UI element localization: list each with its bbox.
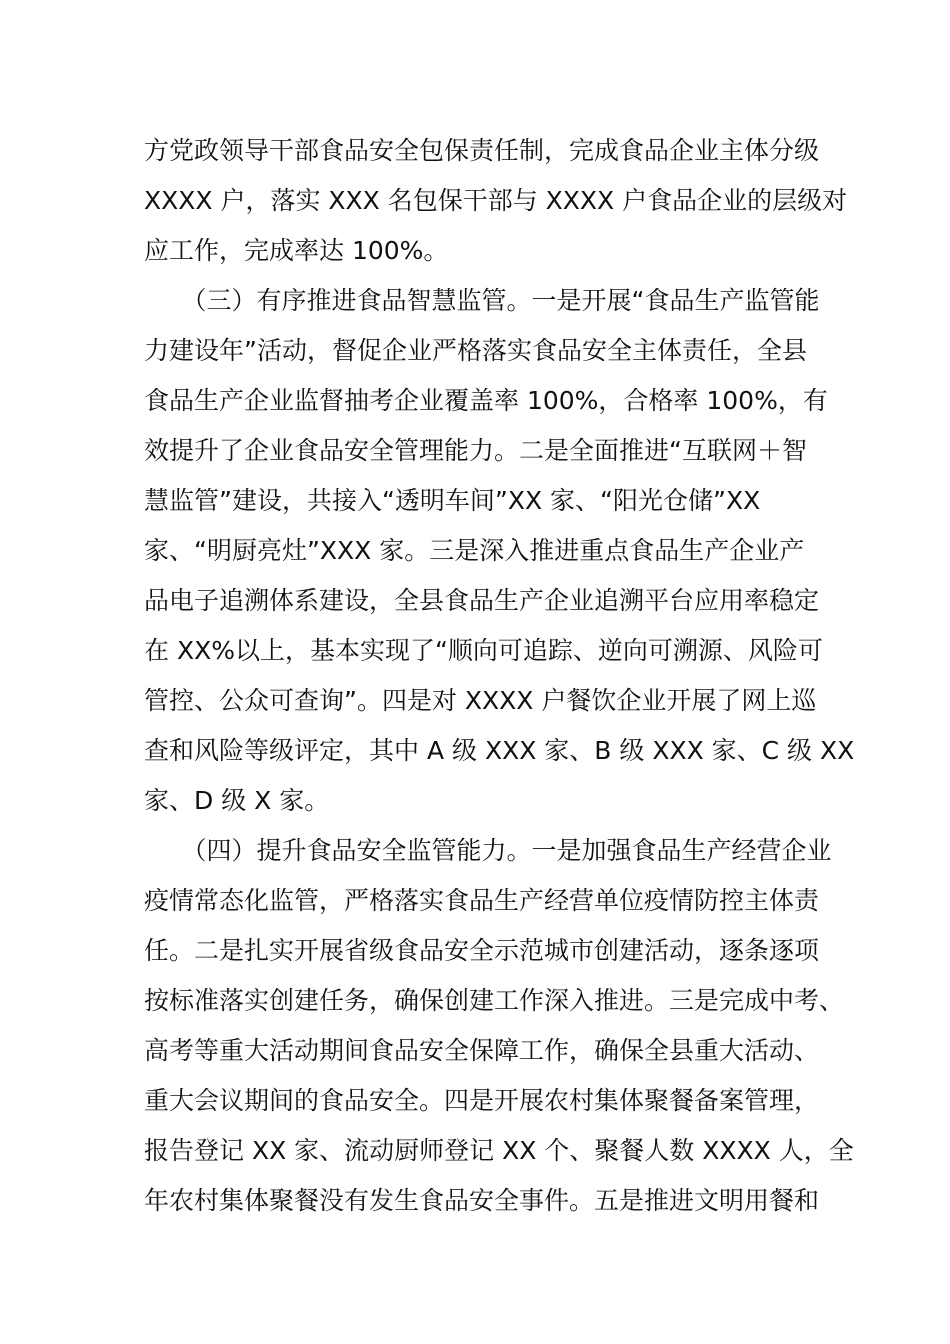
text-line: 报告登记 XX 家、流动厨师登记 XX 个、聚餐人数 XXXX 人，全 [144, 1136, 854, 1165]
text-line: 慧监管”建设，共接入“透明车间”XX 家、“阳光仓储”XX [144, 486, 761, 515]
body-text [144, 126, 855, 1226]
text-line: 力建设年”活动，督促企业严格落实食品安全主体责任，全县 [144, 336, 807, 365]
text-line: 家、“明厨亮灶”XXX 家。三是深入推进重点食品生产企业产 [144, 536, 805, 565]
text-line: 家、D 级 X 家。 [144, 786, 330, 815]
text-line: XXXX 户，落实 XXX 名包保干部与 XXXX 户食品企业的层级对 [144, 186, 848, 215]
text-line: 在 XX%以上，基本实现了“顺向可追踪、逆向可溯源、风险可 [144, 636, 823, 665]
text-line: 品电子追溯体系建设，全县食品生产企业追溯平台应用率稳定 [144, 586, 820, 615]
section-heading-line: （三）有序推进食品智慧监管。一是开展“食品生产监管能 [144, 286, 820, 315]
text-line: 疫情常态化监管，严格落实食品生产经营单位疫情防控主体责 [144, 886, 820, 915]
text-line: 查和风险等级评定，其中 A 级 XXX 家、B 级 XXX 家、C 级 XX [144, 736, 855, 765]
text-line: 效提升了企业食品安全管理能力。二是全面推进“互联网＋智 [144, 436, 807, 465]
text-line: 年农村集体聚餐没有发生食品安全事件。五是推进文明用餐和 [144, 1186, 820, 1215]
text-line: 按标准落实创建任务，确保创建工作深入推进。三是完成中考、 [144, 986, 845, 1015]
text-line: 高考等重大活动期间食品安全保障工作，确保全县重大活动、 [144, 1036, 820, 1065]
section-heading-line: （四）提升食品安全监管能力。一是加强食品生产经营企业 [144, 836, 832, 865]
text-line: 重大会议期间的食品安全。四是开展农村集体聚餐备案管理， [144, 1086, 820, 1115]
text-line: 食品生产企业监督抽考企业覆盖率 100%，合格率 100%，有 [144, 386, 828, 415]
text-line: 应工作，完成率达 100%。 [144, 236, 449, 265]
text-line: 方党政领导干部食品安全包保责任制，完成食品企业主体分级 [144, 136, 820, 165]
text-line: 任。二是扎实开展省级食品安全示范城市创建活动，逐条逐项 [144, 936, 820, 965]
text-line: 管控、公众可查询”。四是对 XXXX 户餐饮企业开展了网上巡 [144, 686, 817, 715]
